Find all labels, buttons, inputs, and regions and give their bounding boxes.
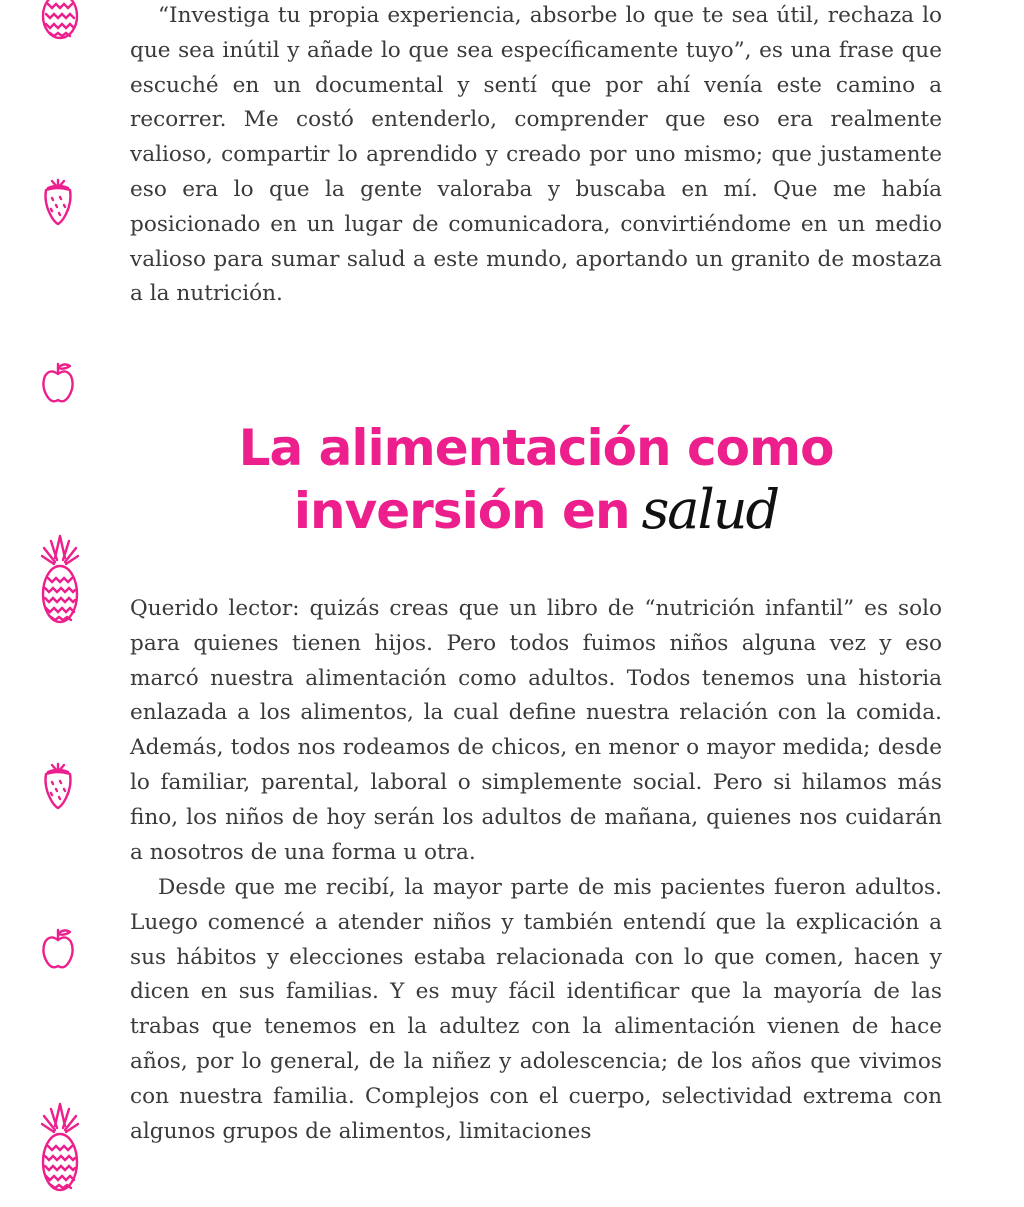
section-heading (130, 418, 942, 542)
pineapple-icon (36, 1100, 84, 1196)
apple-icon (40, 926, 76, 972)
pineapple-icon (36, 532, 84, 628)
heading-line-2 (130, 479, 942, 542)
strawberry-icon (40, 178, 76, 226)
heading-line-2-text: inversión en (293, 482, 630, 540)
body-paragraph-quote: “Investiga tu propia experiencia, absorbe lo que te sea útil, rechaza lo que sea inútil y añade lo que sea específicamente tuyo”, es una frase que escuché en un documental y sentí que por ahí venía este camino a recorrer. Me costó entenderlo, comprender que eso era realmente valioso, compartir lo aprendido y creado por uno mismo; que justamente eso era lo que la gente valoraba y buscaba en mí. Que me había posicionado en un lugar de comunicadora, convirtiéndome en un medio valioso para sumar salud a este mundo, aportando un granito de mostaza a la nutrición. (130, 3, 942, 307)
body-paragraph-intro: Querido lector: quizás creas que un libro de “nutrición infantil” es solo para quienes tienen hijos. Pero todos fuimos niños alguna vez y eso marcó nuestra alimentación como adultos. Todos tenemos una historia enlazada a los alimentos, la cual define nuestra relación con la comida. Además, todos nos rodeamos de chicos, en menor o mayor medida; desde lo familiar, parental, laboral o simplemente social. Pero si hilamos más fino, los niños de hoy serán los adultos de mañana, quienes nos cuidarán a nosotros de una forma u otra. (130, 596, 942, 865)
margin-decorations (0, 0, 110, 1207)
heading-script-word: salud (641, 478, 779, 541)
pineapple-icon (36, 0, 84, 42)
body-paragraph-patients: Desde que me recibí, la mayor parte de mis pacientes fueron adultos. Luego comencé a atender niños y también entendí que la explicación a sus hábitos y elecciones estaba relacionada con lo que comen, hacen y dicen en sus familias. Y es muy fácil identificar que la mayoría de las trabas que tenemos en la adultez con la alimentación vienen de hace años, por lo general, de la niñez y adolescencia; de los años que vivimos con nuestra familia. Complejos con el cuerpo, selectividad extrema con algunos grupos de alimentos, limitaciones (130, 875, 942, 1144)
strawberry-icon (40, 762, 76, 810)
apple-icon (40, 360, 76, 406)
heading-line-1: La alimentación como (238, 419, 834, 477)
